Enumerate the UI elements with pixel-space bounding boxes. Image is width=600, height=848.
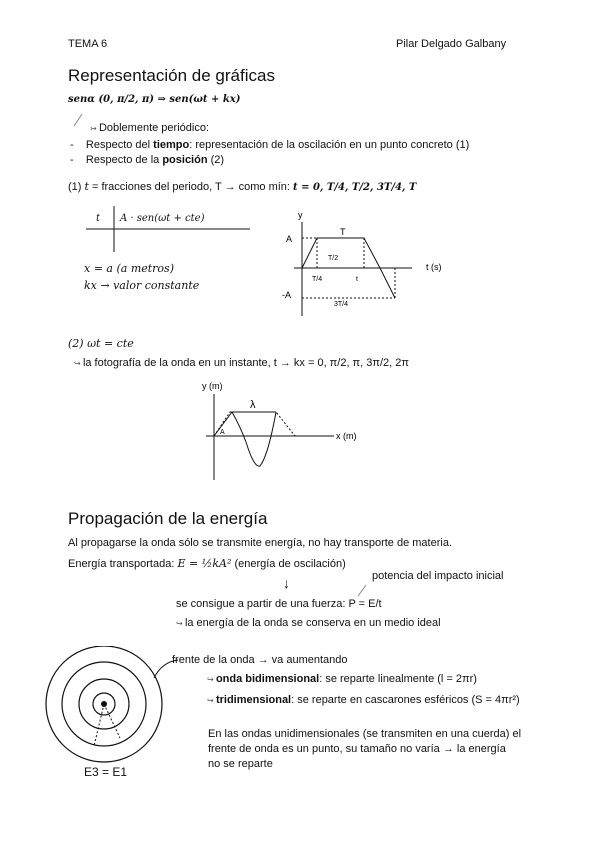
paragraph-uni-1: En las ondas unidimensionales (se transmiten en una cuerda) el [208, 728, 522, 740]
x-equation: x = a (a metros) [84, 262, 174, 275]
graph-space-wave [232, 412, 276, 466]
line-bidimensional: ↪ onda bidimensional: se reparte linealmente (l = 2πr) [207, 673, 477, 685]
graph-space-dashed-wave [214, 412, 295, 436]
table-header-t: t [96, 213, 101, 224]
arrow-icon: ↪ [74, 359, 83, 368]
note-potencia: potencia del impacto inicial [372, 570, 504, 582]
graph-space [196, 380, 376, 482]
pen-mark-icon [70, 110, 90, 130]
kx-equation: kx → valor constante [84, 279, 200, 292]
graph-space-y-label: y (m) [202, 381, 223, 391]
graph-time-x-label: t (s) [426, 262, 442, 272]
line-fotografia: ↪ la fotografía de la onda en un instante, t → kx = 0, π/2, π, 3π/2, 2π [74, 357, 409, 369]
arrow-icon: ↪ [176, 619, 185, 628]
arrow-icon: ↣ [90, 124, 99, 133]
arrow-icon: ↪ [207, 696, 216, 705]
graph-time-t-end: t [356, 276, 358, 283]
label-frente: frente de la onda → va aumentando [172, 654, 348, 666]
graph-time-3T4: 3T/4 [334, 301, 349, 308]
graph-time-T4: T/4 [312, 276, 323, 283]
pen-mark-icon [356, 582, 372, 598]
graph-time-negA: -A [282, 290, 291, 300]
paragraph-propagar: Al propagarse la onda sólo se transmite energía, no hay transporte de materia. [68, 537, 453, 549]
header-author: Pilar Delgado Galbany [396, 38, 507, 50]
graph-time-T2: T/2 [328, 255, 339, 262]
line-conserva: ↪ la energía de la onda se conserva en un medio ideal [176, 617, 441, 629]
item-posicion: - Respecto de la posición (2) [70, 154, 225, 166]
table-header-expr: A · sen(ωt + cte) [120, 213, 205, 224]
graph-space-x-label: x (m) [336, 431, 357, 441]
item-tiempo: - Respecto del tiempo: representación de la oscilación en un punto concreto (1) [70, 139, 470, 151]
paragraph-uni-3: no se reparte [208, 758, 273, 770]
section-title-energia: Propagación de la energía [68, 509, 268, 528]
line-energia-transportada: Energía transportada: E = ½kA² (energía de oscilación) [68, 557, 346, 570]
line-wt-cte: (2) ωt = cte [68, 337, 134, 350]
paragraph-uni-2: frente de onda es un punto, su tamaño no varía → la energía [208, 743, 506, 755]
line-fracciones: (1) t = fracciones del periodo, T → como mín: t = 0, T/4, T/2, 3T/4, T [68, 180, 417, 193]
t-table-lines [84, 206, 254, 256]
header-topic: TEMA 6 [68, 38, 108, 50]
graph-time-A: A [286, 234, 293, 244]
graph-time-y-label: y [298, 210, 303, 220]
line-tridimensional: ↪ tridimensional: se reparte en cascarones esféricos (S = 4πr²) [207, 694, 520, 706]
dash-bullet: - [70, 139, 86, 151]
bullet-doblemente: ↣ Doblemente periódico: [90, 122, 210, 134]
arrow-down-icon: ↓ [283, 575, 290, 591]
graph-time [280, 208, 460, 320]
label-e3-e1: E3 = E1 [84, 765, 128, 779]
line-fuerza: se consigue a partir de una fuerza: P = E/t [176, 598, 382, 610]
arrow-icon: ↪ [207, 675, 216, 684]
section-title-graficas: Representación de gráficas [68, 66, 275, 85]
graph-time-T: T [340, 227, 346, 237]
graph-space-lambda: λ [250, 399, 256, 411]
formula-sen: senα (0, π/2, π) ⇒ sen(ωt + kx) [68, 94, 241, 105]
dash-bullet: - [70, 154, 86, 166]
graph-space-A: A [220, 429, 225, 436]
